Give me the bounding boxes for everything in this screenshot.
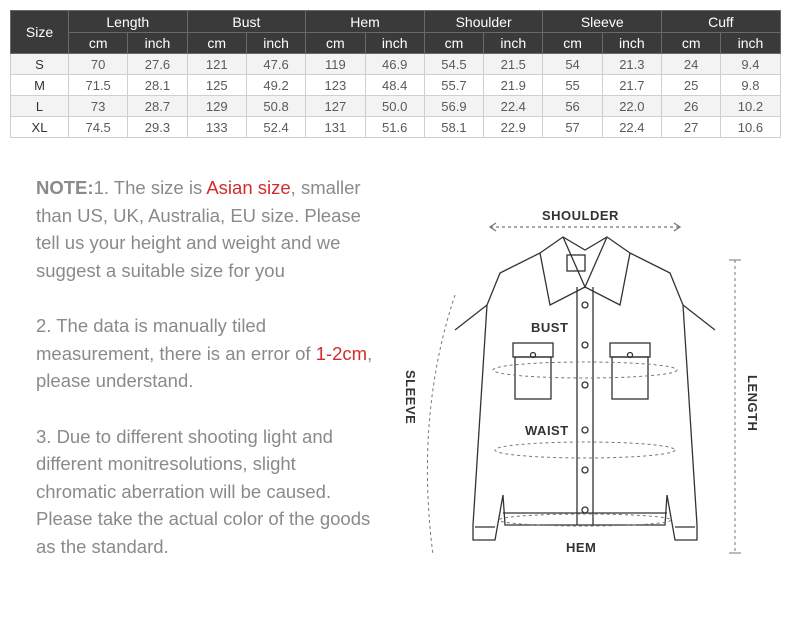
size-chart-table (10, 10, 781, 138)
measurement-cell: 51.6 (365, 117, 424, 138)
measurement-cell: 57 (543, 117, 602, 138)
measurement-cell: 56 (543, 96, 602, 117)
unit-cm: cm (187, 33, 246, 54)
measurement-cell: 125 (187, 75, 246, 96)
measurement-cell: 52.4 (246, 117, 305, 138)
measurement-cell: 21.5 (484, 54, 543, 75)
header-hem: Hem (306, 11, 425, 33)
size-cell: M (11, 75, 69, 96)
header-sleeve: Sleeve (543, 11, 662, 33)
measurement-cell: 50.0 (365, 96, 424, 117)
measurement-cell: 22.4 (602, 117, 661, 138)
jacket-measurement-diagram (395, 195, 775, 595)
note-2-text-a: 2. The data is manually tiled measurement, there is an error of (36, 315, 316, 364)
measurement-cell: 25 (662, 75, 721, 96)
note-1 (36, 174, 376, 284)
size-cell: L (11, 96, 69, 117)
unit-inch: inch (365, 33, 424, 54)
note-2-text-b: , please understand. (36, 342, 373, 391)
measurement-cell: 74.5 (69, 117, 128, 138)
unit-cm: cm (306, 33, 365, 54)
note-2 (36, 312, 376, 395)
measurement-cell: 48.4 (365, 75, 424, 96)
unit-inch: inch (128, 33, 187, 54)
measurement-cell: 121 (187, 54, 246, 75)
shoulder-label: SHOULDER (542, 208, 619, 223)
header-length: Length (69, 11, 188, 33)
measurement-cell: 49.2 (246, 75, 305, 96)
size-header: Size (11, 11, 69, 54)
unit-cm: cm (424, 33, 483, 54)
measurement-cell: 123 (306, 75, 365, 96)
unit-cm: cm (662, 33, 721, 54)
measurement-cell: 54.5 (424, 54, 483, 75)
note-1-highlight: Asian size (206, 177, 291, 198)
table-row (11, 96, 781, 117)
measurement-cell: 26 (662, 96, 721, 117)
measurement-cell: 21.9 (484, 75, 543, 96)
waist-label: WAIST (525, 423, 569, 438)
hem-label: HEM (566, 540, 597, 555)
note-1-text-b: , smaller than US, UK, Australia, EU size. Please tell us your height and weight and we suggest a suitable size for you (36, 177, 361, 281)
unit-inch: inch (246, 33, 305, 54)
note-1-text-a: 1. The size is (93, 177, 207, 198)
note-3: 3. Due to different shooting light and different monitresolutions, slight chromatic aberration will be caused. Please take the actual color of the goods as the standard. (36, 425, 371, 557)
unit-cm: cm (69, 33, 128, 54)
measurement-cell: 55 (543, 75, 602, 96)
measurement-cell: 50.8 (246, 96, 305, 117)
measurement-cell: 22.9 (484, 117, 543, 138)
measurement-cell: 22.4 (484, 96, 543, 117)
measurement-cell: 133 (187, 117, 246, 138)
measurement-cell: 9.8 (721, 75, 780, 96)
measurement-cell: 28.7 (128, 96, 187, 117)
measurement-cell: 27 (662, 117, 721, 138)
notes-section (36, 174, 376, 588)
length-label: LENGTH (745, 375, 760, 432)
measurement-cell: 47.6 (246, 54, 305, 75)
note-2-highlight: 1-2cm (315, 342, 368, 364)
measurement-cell: 56.9 (424, 96, 483, 117)
measurement-cell: 21.7 (602, 75, 661, 96)
bust-label: BUST (531, 320, 569, 335)
measurement-cell: 70 (69, 54, 128, 75)
unit-inch: inch (721, 33, 780, 54)
measurement-cell: 55.7 (424, 75, 483, 96)
measurement-cell: 9.4 (721, 54, 780, 75)
measurement-cell: 131 (306, 117, 365, 138)
unit-inch: inch (484, 33, 543, 54)
measurement-cell: 24 (662, 54, 721, 75)
size-cell: S (11, 54, 69, 75)
measurement-cell: 58.1 (424, 117, 483, 138)
measurement-cell: 22.0 (602, 96, 661, 117)
measurement-cell: 27.6 (128, 54, 187, 75)
sleeve-label: SLEEVE (403, 370, 418, 425)
table-row (11, 54, 781, 75)
measurement-cell: 21.3 (602, 54, 661, 75)
jacket-illustration (395, 195, 775, 595)
size-cell: XL (11, 117, 69, 138)
measurement-cell: 54 (543, 54, 602, 75)
measurement-cell: 119 (306, 54, 365, 75)
header-cuff: Cuff (662, 11, 781, 33)
measurement-cell: 10.2 (721, 96, 780, 117)
measurement-cell: 46.9 (365, 54, 424, 75)
table-row (11, 75, 781, 96)
note-label: NOTE: (36, 177, 94, 198)
header-shoulder: Shoulder (424, 11, 543, 33)
measurement-cell: 73 (69, 96, 128, 117)
unit-cm: cm (543, 33, 602, 54)
measurement-cell: 129 (187, 96, 246, 117)
measurement-cell: 10.6 (721, 117, 780, 138)
measurement-cell: 29.3 (128, 117, 187, 138)
table-row (11, 117, 781, 138)
measurement-cell: 127 (306, 96, 365, 117)
header-bust: Bust (187, 11, 306, 33)
measurement-cell: 71.5 (69, 75, 128, 96)
unit-inch: inch (602, 33, 661, 54)
measurement-cell: 28.1 (128, 75, 187, 96)
